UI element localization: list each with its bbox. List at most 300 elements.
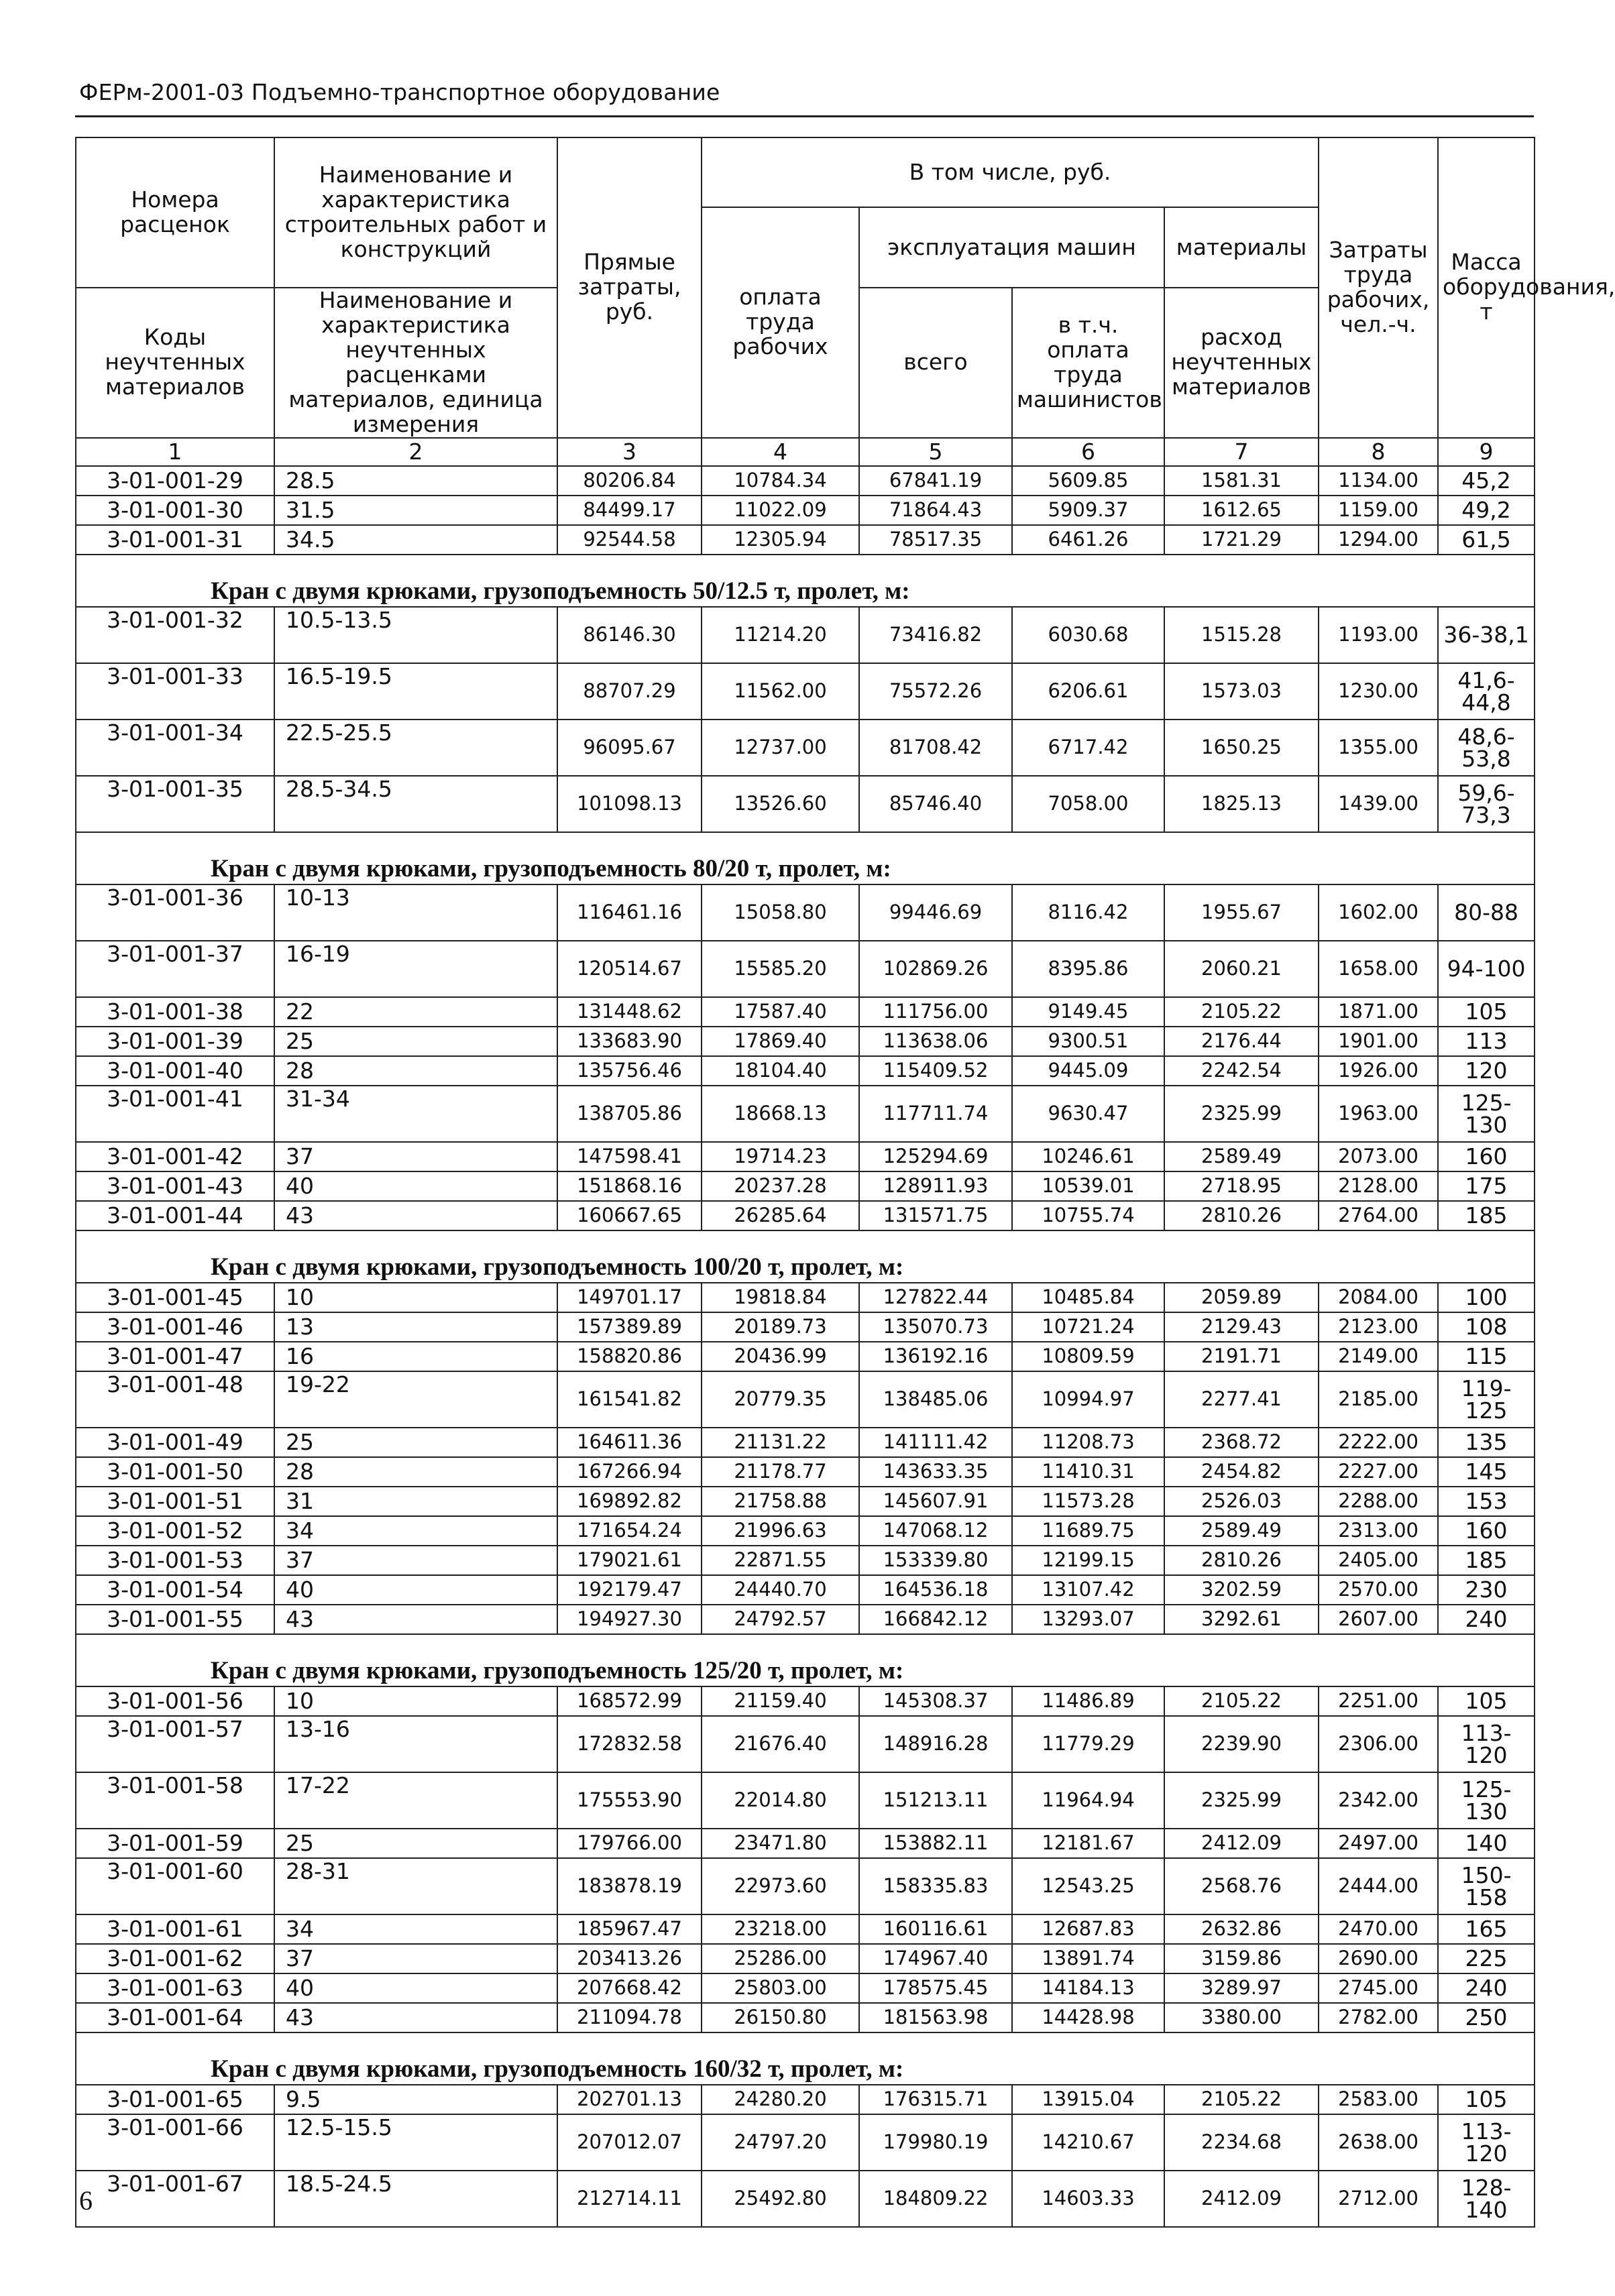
direct-costs-cell: 149701.17 [557,1283,702,1312]
machinists-pay-cell: 9149.45 [1012,997,1164,1027]
mass-cell: 150-158 [1438,1858,1535,1914]
table-row [76,1428,1535,1457]
machinists-pay-cell: 9300.51 [1012,1027,1164,1056]
labor-hours-cell: 2288.00 [1319,1487,1438,1516]
labor-pay-cell: 26150.80 [702,2003,859,2032]
materials-cost-cell: 1650.25 [1164,720,1319,776]
mass-cell: 113-120 [1438,2114,1535,2171]
labor-pay-cell: 24797.20 [702,2114,859,2171]
span-cell: 28.5-34.5 [274,776,557,832]
mass-cell: 240 [1438,1973,1535,2003]
labor-pay-cell: 13526.60 [702,776,859,832]
machines-cost-cell: 176315.71 [859,2085,1012,2114]
rate-code-cell: 3-01-001-67 [76,2171,274,2227]
materials-cost-cell: 2632.86 [1164,1914,1319,1944]
labor-hours-cell: 2570.00 [1319,1575,1438,1605]
rate-code-cell: 3-01-001-59 [76,1829,274,1858]
machines-cost-cell: 153339.80 [859,1546,1012,1575]
mass-cell: 100 [1438,1283,1535,1312]
materials-cost-cell: 2412.09 [1164,1829,1319,1858]
table-row [76,1201,1535,1230]
machines-cost-cell: 113638.06 [859,1027,1012,1056]
machines-cost-cell: 178575.45 [859,1973,1012,2003]
labor-pay-cell: 24280.20 [702,2085,859,2114]
machinists-pay-cell: 12181.67 [1012,1829,1164,1858]
section-title: Кран с двумя крюками, грузоподъемность 80/20 т, пролет, м: [76,832,1535,884]
machines-cost-cell: 145607.91 [859,1487,1012,1516]
materials-cost-cell: 2277.41 [1164,1371,1319,1428]
table-row [76,1944,1535,1973]
rate-code-cell: 3-01-001-45 [76,1283,274,1312]
span-cell: 28 [274,1056,557,1086]
materials-cost-cell: 1581.31 [1164,466,1319,496]
column-number: 4 [702,438,859,466]
rate-code-cell: 3-01-001-32 [76,607,274,663]
span-cell: 13 [274,1312,557,1342]
direct-costs-cell: 92544.58 [557,525,702,555]
mass-cell: 160 [1438,1142,1535,1171]
rate-code-cell: 3-01-001-55 [76,1605,274,1634]
table-row [76,1575,1535,1605]
rate-code-cell: 3-01-001-34 [76,720,274,776]
span-cell: 18.5-24.5 [274,2171,557,2227]
rate-code-cell: 3-01-001-47 [76,1342,274,1371]
machinists-pay-cell: 11779.29 [1012,1716,1164,1772]
col-unaccounted-codes-header: Коды неучтенных материалов [76,288,274,438]
machinists-pay-cell: 11410.31 [1012,1457,1164,1487]
direct-costs-cell: 101098.13 [557,776,702,832]
section-row [76,555,1535,607]
machines-cost-cell: 75572.26 [859,663,1012,720]
mass-cell: 49,2 [1438,496,1535,525]
section-row [76,1230,1535,1283]
span-cell: 37 [274,1142,557,1171]
span-cell: 37 [274,1546,557,1575]
machines-cost-cell: 181563.98 [859,2003,1012,2032]
table-row [76,1829,1535,1858]
machines-cost-cell: 138485.06 [859,1371,1012,1428]
span-cell: 40 [274,1171,557,1201]
labor-pay-cell: 17587.40 [702,997,859,1027]
mass-cell: 94-100 [1438,941,1535,997]
span-cell: 19-22 [274,1371,557,1428]
machines-cost-cell: 147068.12 [859,1516,1012,1546]
mass-cell: 225 [1438,1944,1535,1973]
labor-pay-cell: 21758.88 [702,1487,859,1516]
machines-cost-cell: 131571.75 [859,1201,1012,1230]
section-title: Кран с двумя крюками, грузоподъемность 125/20 т, пролет, м: [76,1634,1535,1686]
table-row [76,1973,1535,2003]
rate-code-cell: 3-01-001-58 [76,1772,274,1829]
materials-cost-cell: 2060.21 [1164,941,1319,997]
table-row [76,884,1535,941]
machinists-pay-cell: 8116.42 [1012,884,1164,941]
labor-pay-cell: 12305.94 [702,525,859,555]
materials-cost-cell: 1515.28 [1164,607,1319,663]
mass-cell: 108 [1438,1312,1535,1342]
machines-cost-cell: 184809.22 [859,2171,1012,2227]
machines-cost-cell: 102869.26 [859,941,1012,997]
span-cell: 31-34 [274,1086,557,1142]
materials-cost-cell: 2526.03 [1164,1487,1319,1516]
rate-code-cell: 3-01-001-35 [76,776,274,832]
rate-code-cell: 3-01-001-63 [76,1973,274,2003]
span-cell: 10 [274,1686,557,1716]
machines-cost-cell: 117711.74 [859,1086,1012,1142]
machinists-pay-cell: 12687.83 [1012,1914,1164,1944]
labor-pay-cell: 17869.40 [702,1027,859,1056]
table-row [76,1142,1535,1171]
direct-costs-cell: 84499.17 [557,496,702,525]
table-row [76,1086,1535,1142]
direct-costs-cell: 160667.65 [557,1201,702,1230]
labor-hours-cell: 1439.00 [1319,776,1438,832]
machinists-pay-cell: 10994.97 [1012,1371,1164,1428]
machinists-pay-cell: 9630.47 [1012,1086,1164,1142]
machinists-pay-cell: 6461.26 [1012,525,1164,555]
labor-hours-cell: 2185.00 [1319,1371,1438,1428]
column-number: 1 [76,438,274,466]
materials-cost-cell: 2239.90 [1164,1716,1319,1772]
mass-cell: 120 [1438,1056,1535,1086]
col-mass-header: Масса оборудования, т [1438,137,1535,438]
table-row [76,1457,1535,1487]
direct-costs-cell: 86146.30 [557,607,702,663]
machinists-pay-cell: 14428.98 [1012,2003,1164,2032]
materials-cost-cell: 2105.22 [1164,997,1319,1027]
column-number-row [76,438,1535,466]
table-row [76,2171,1535,2227]
labor-pay-cell: 19714.23 [702,1142,859,1171]
direct-costs-cell: 88707.29 [557,663,702,720]
machinists-pay-cell: 13293.07 [1012,1605,1164,1634]
direct-costs-cell: 175553.90 [557,1772,702,1829]
mass-cell: 165 [1438,1914,1535,1944]
direct-costs-cell: 183878.19 [557,1858,702,1914]
col-direct-costs-header: Прямые затраты, руб. [557,137,702,438]
labor-pay-cell: 20436.99 [702,1342,859,1371]
labor-pay-cell: 26285.64 [702,1201,859,1230]
labor-pay-cell: 11562.00 [702,663,859,720]
labor-pay-cell: 15058.80 [702,884,859,941]
page-number: 6 [79,2185,93,2216]
mass-cell: 230 [1438,1575,1535,1605]
direct-costs-cell: 168572.99 [557,1686,702,1716]
rate-code-cell: 3-01-001-52 [76,1516,274,1546]
rate-code-cell: 3-01-001-37 [76,941,274,997]
labor-hours-cell: 2745.00 [1319,1973,1438,2003]
machines-cost-cell: 141111.42 [859,1428,1012,1457]
direct-costs-cell: 171654.24 [557,1516,702,1546]
table-row [76,720,1535,776]
machinists-pay-cell: 5909.37 [1012,496,1164,525]
labor-hours-cell: 2638.00 [1319,2114,1438,2171]
span-cell: 43 [274,1201,557,1230]
materials-cost-cell: 2129.43 [1164,1312,1319,1342]
materials-cost-cell: 2568.76 [1164,1858,1319,1914]
direct-costs-cell: 185967.47 [557,1914,702,1944]
machinists-pay-cell: 10246.61 [1012,1142,1164,1171]
direct-costs-cell: 167266.94 [557,1457,702,1487]
labor-hours-cell: 2405.00 [1319,1546,1438,1575]
mass-cell: 128-140 [1438,2171,1535,2227]
materials-cost-cell: 2234.68 [1164,2114,1319,2171]
col-work-name-header: Наименование и характеристика строительных работ и конструкций [274,137,557,288]
table-row [76,1546,1535,1575]
span-cell: 28 [274,1457,557,1487]
mass-cell: 119-125 [1438,1371,1535,1428]
col-machinists-pay-header: в т.ч. оплата труда машинистов [1012,288,1164,438]
labor-pay-cell: 21159.40 [702,1686,859,1716]
labor-pay-cell: 21178.77 [702,1457,859,1487]
mass-cell: 113-120 [1438,1716,1535,1772]
machines-cost-cell: 85746.40 [859,776,1012,832]
direct-costs-cell: 172832.58 [557,1716,702,1772]
direct-costs-cell: 133683.90 [557,1027,702,1056]
labor-hours-cell: 2782.00 [1319,2003,1438,2032]
table-row [76,1858,1535,1914]
materials-cost-cell: 1825.13 [1164,776,1319,832]
materials-cost-cell: 2454.82 [1164,1457,1319,1487]
machines-cost-cell: 143633.35 [859,1457,1012,1487]
span-cell: 31.5 [274,496,557,525]
materials-cost-cell: 1721.29 [1164,525,1319,555]
rates-table [75,137,1615,2228]
table-row [76,1516,1535,1546]
col-machines-total-header: всего [859,288,1012,438]
span-cell: 25 [274,1428,557,1457]
machinists-pay-cell: 11964.94 [1012,1772,1164,1829]
labor-pay-cell: 19818.84 [702,1283,859,1312]
rate-code-cell: 3-01-001-66 [76,2114,274,2171]
machines-cost-cell: 67841.19 [859,466,1012,496]
col-rate-number-header: Номера расценок [76,137,274,288]
materials-cost-cell: 1573.03 [1164,663,1319,720]
rate-code-cell: 3-01-001-60 [76,1858,274,1914]
machines-cost-cell: 148916.28 [859,1716,1012,1772]
materials-cost-cell: 2191.71 [1164,1342,1319,1371]
column-number: 2 [274,438,557,466]
rate-code-cell: 3-01-001-46 [76,1312,274,1342]
labor-hours-cell: 2306.00 [1319,1716,1438,1772]
machines-cost-cell: 125294.69 [859,1142,1012,1171]
materials-cost-cell: 3159.86 [1164,1944,1319,1973]
rate-code-cell: 3-01-001-44 [76,1201,274,1230]
mass-cell: 80-88 [1438,884,1535,941]
mass-cell: 113 [1438,1027,1535,1056]
materials-cost-cell: 2105.22 [1164,1686,1319,1716]
table-row [76,997,1535,1027]
labor-pay-cell: 24792.57 [702,1605,859,1634]
labor-hours-cell: 1134.00 [1319,466,1438,496]
machinists-pay-cell: 11208.73 [1012,1428,1164,1457]
labor-pay-cell: 25803.00 [702,1973,859,2003]
span-cell: 22.5-25.5 [274,720,557,776]
machines-cost-cell: 111756.00 [859,997,1012,1027]
span-cell: 16-19 [274,941,557,997]
table-row [76,1027,1535,1056]
labor-hours-cell: 2712.00 [1319,2171,1438,2227]
direct-costs-cell: 202701.13 [557,2085,702,2114]
machines-cost-cell: 99446.69 [859,884,1012,941]
materials-cost-cell: 2105.22 [1164,2085,1319,2114]
labor-pay-cell: 10784.34 [702,466,859,496]
mass-cell: 115 [1438,1342,1535,1371]
labor-hours-cell: 1355.00 [1319,720,1438,776]
rate-code-cell: 3-01-001-31 [76,525,274,555]
section-title: Кран с двумя крюками, грузоподъемность 100/20 т, пролет, м: [76,1230,1535,1283]
machinists-pay-cell: 13891.74 [1012,1944,1164,1973]
span-cell: 40 [274,1575,557,1605]
labor-pay-cell: 20189.73 [702,1312,859,1342]
labor-hours-cell: 2764.00 [1319,1201,1438,1230]
rate-code-cell: 3-01-001-29 [76,466,274,496]
machinists-pay-cell: 5609.85 [1012,466,1164,496]
labor-hours-cell: 2227.00 [1319,1457,1438,1487]
machinists-pay-cell: 11573.28 [1012,1487,1164,1516]
table-row [76,1686,1535,1716]
column-number: 7 [1164,438,1319,466]
machinists-pay-cell: 12543.25 [1012,1858,1164,1914]
span-cell: 43 [274,2003,557,2032]
table-row [76,1056,1535,1086]
labor-hours-cell: 1926.00 [1319,1056,1438,1086]
labor-pay-cell: 25492.80 [702,2171,859,2227]
machines-cost-cell: 145308.37 [859,1686,1012,1716]
table-row [76,2003,1535,2032]
table-body [76,466,1535,2227]
span-cell: 16.5-19.5 [274,663,557,720]
span-cell: 10-13 [274,884,557,941]
labor-hours-cell: 2313.00 [1319,1516,1438,1546]
table-row [76,1914,1535,1944]
rate-code-cell: 3-01-001-61 [76,1914,274,1944]
materials-cost-cell: 2176.44 [1164,1027,1319,1056]
span-cell: 37 [274,1944,557,1973]
rate-code-cell: 3-01-001-54 [76,1575,274,1605]
mass-cell: 140 [1438,1829,1535,1858]
span-cell: 31 [274,1487,557,1516]
direct-costs-cell: 147598.41 [557,1142,702,1171]
machines-cost-cell: 135070.73 [859,1312,1012,1342]
labor-pay-cell: 22973.60 [702,1858,859,1914]
direct-costs-cell: 96095.67 [557,720,702,776]
materials-cost-cell: 2325.99 [1164,1086,1319,1142]
span-cell: 28-31 [274,1858,557,1914]
span-cell: 34 [274,1516,557,1546]
direct-costs-cell: 194927.30 [557,1605,702,1634]
labor-hours-cell: 2690.00 [1319,1944,1438,1973]
materials-cost-cell: 2368.72 [1164,1428,1319,1457]
materials-cost-cell: 2718.95 [1164,1171,1319,1201]
col-labor-hours-header: Затраты труда рабочих, чел.-ч. [1319,137,1438,438]
table-row [76,1716,1535,1772]
labor-pay-cell: 18668.13 [702,1086,859,1142]
materials-cost-cell: 1955.67 [1164,884,1319,941]
span-cell: 22 [274,997,557,1027]
machines-cost-cell: 151213.11 [859,1772,1012,1829]
table-row [76,496,1535,525]
direct-costs-cell: 211094.78 [557,2003,702,2032]
machinists-pay-cell: 10755.74 [1012,1201,1164,1230]
machines-cost-cell: 160116.61 [859,1914,1012,1944]
rate-code-cell: 3-01-001-51 [76,1487,274,1516]
machines-cost-cell: 127822.44 [859,1283,1012,1312]
machines-cost-cell: 153882.11 [859,1829,1012,1858]
machinists-pay-cell: 6030.68 [1012,607,1164,663]
machines-cost-cell: 81708.42 [859,720,1012,776]
table-row [76,1371,1535,1428]
machinists-pay-cell: 13915.04 [1012,2085,1164,2114]
labor-pay-cell: 12737.00 [702,720,859,776]
labor-pay-cell: 22871.55 [702,1546,859,1575]
labor-pay-cell: 21131.22 [702,1428,859,1457]
direct-costs-cell: 138705.86 [557,1086,702,1142]
labor-pay-cell: 24440.70 [702,1575,859,1605]
mass-cell: 153 [1438,1487,1535,1516]
rate-code-cell: 3-01-001-41 [76,1086,274,1142]
rate-code-cell: 3-01-001-50 [76,1457,274,1487]
labor-pay-cell: 11214.20 [702,607,859,663]
machinists-pay-cell: 14210.67 [1012,2114,1164,2171]
mass-cell: 240 [1438,1605,1535,1634]
labor-pay-cell: 21676.40 [702,1716,859,1772]
labor-pay-cell: 18104.40 [702,1056,859,1086]
section-title: Кран с двумя крюками, грузоподъемность 160/32 т, пролет, м: [76,2032,1535,2085]
span-cell: 25 [274,1027,557,1056]
labor-hours-cell: 2084.00 [1319,1283,1438,1312]
direct-costs-cell: 207012.07 [557,2114,702,2171]
direct-costs-cell: 116461.16 [557,884,702,941]
machinists-pay-cell: 10539.01 [1012,1171,1164,1201]
machines-cost-cell: 166842.12 [859,1605,1012,1634]
machinists-pay-cell: 9445.09 [1012,1056,1164,1086]
table-row [76,1605,1535,1634]
labor-hours-cell: 2149.00 [1319,1342,1438,1371]
col-machines-header: эксплуатация машин [859,207,1164,288]
mass-cell: 185 [1438,1201,1535,1230]
labor-hours-cell: 2222.00 [1319,1428,1438,1457]
rate-code-cell: 3-01-001-33 [76,663,274,720]
labor-pay-cell: 20779.35 [702,1371,859,1428]
table-row [76,1312,1535,1342]
mass-cell: 105 [1438,2085,1535,2114]
labor-hours-cell: 2444.00 [1319,1858,1438,1914]
machines-cost-cell: 174967.40 [859,1944,1012,1973]
span-cell: 34.5 [274,525,557,555]
materials-cost-cell: 3292.61 [1164,1605,1319,1634]
rate-code-cell: 3-01-001-40 [76,1056,274,1086]
machinists-pay-cell: 7058.00 [1012,776,1164,832]
table-row [76,2114,1535,2171]
mass-cell: 125-130 [1438,1772,1535,1829]
labor-hours-cell: 2583.00 [1319,2085,1438,2114]
column-number: 9 [1438,438,1535,466]
materials-cost-cell: 2589.49 [1164,1142,1319,1171]
labor-hours-cell: 2073.00 [1319,1142,1438,1171]
rate-code-cell: 3-01-001-48 [76,1371,274,1428]
mass-cell: 125-130 [1438,1086,1535,1142]
table-row [76,1283,1535,1312]
machinists-pay-cell: 10485.84 [1012,1283,1164,1312]
machinists-pay-cell: 13107.42 [1012,1575,1164,1605]
rate-code-cell: 3-01-001-56 [76,1686,274,1716]
mass-cell: 105 [1438,1686,1535,1716]
span-cell: 25 [274,1829,557,1858]
labor-hours-cell: 2251.00 [1319,1686,1438,1716]
mass-cell: 145 [1438,1457,1535,1487]
mass-cell: 105 [1438,997,1535,1027]
